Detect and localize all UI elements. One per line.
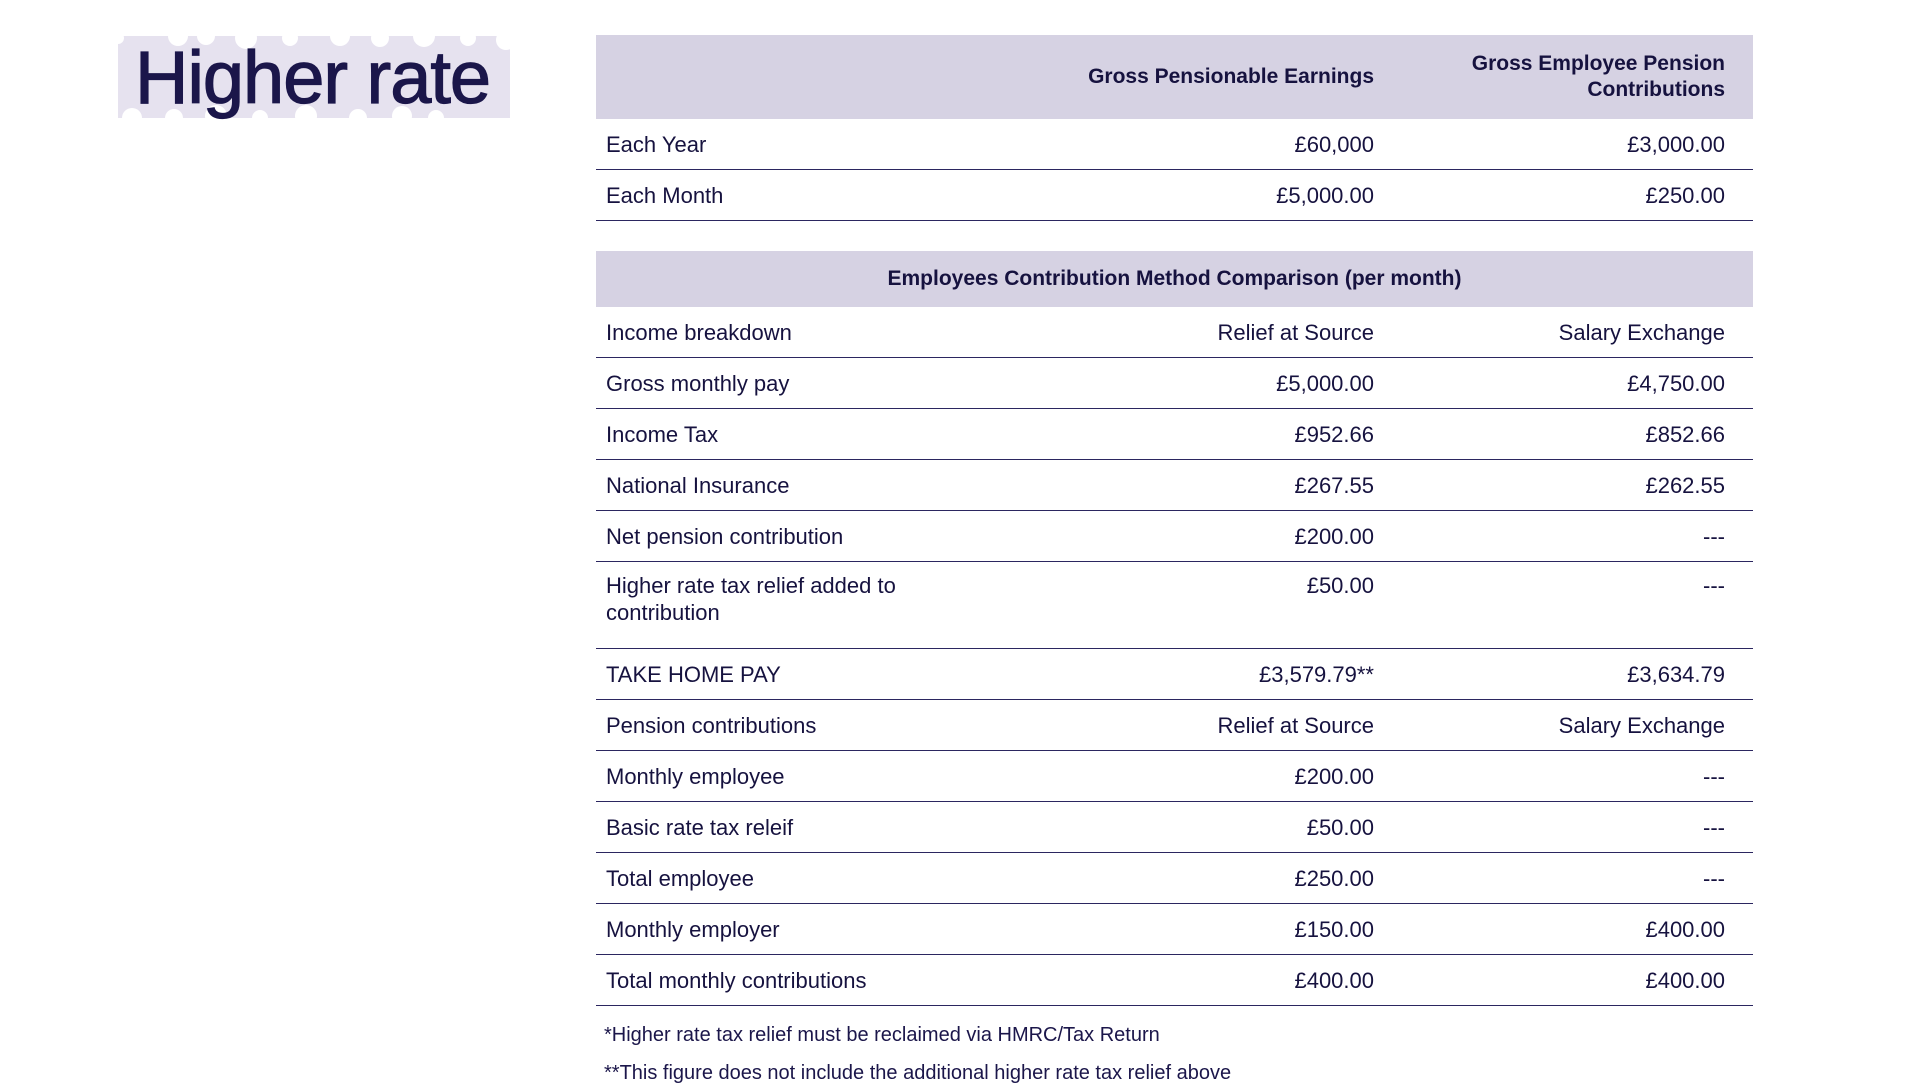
summary-header-empty xyxy=(596,35,1006,119)
cell-value: £50.00 xyxy=(1006,562,1384,649)
cell-value: --- xyxy=(1384,562,1753,649)
column-label: Salary Exchange xyxy=(1384,307,1753,358)
page-title: Higher rate xyxy=(135,36,491,119)
comparison-heading: Employees Contribution Method Comparison (per month) xyxy=(596,251,1753,307)
row-label: Each Year xyxy=(596,119,1006,170)
table-row xyxy=(596,409,1753,460)
cell-value: £150.00 xyxy=(1006,904,1384,955)
cell-value: £5,000.00 xyxy=(1006,170,1384,221)
summary-header-earnings: Gross Pensionable Earnings xyxy=(1006,35,1384,119)
table-row xyxy=(596,358,1753,409)
row-label: Higher rate tax relief added to contribution xyxy=(596,562,1006,649)
comparison-table xyxy=(596,251,1753,1006)
table-row xyxy=(596,307,1753,358)
cell-value: £3,634.79 xyxy=(1384,649,1753,700)
page-title-block xyxy=(118,34,510,118)
cell-value: --- xyxy=(1384,751,1753,802)
cell-value: £400.00 xyxy=(1384,904,1753,955)
row-label: Monthly employee xyxy=(596,751,1006,802)
table-row xyxy=(596,955,1753,1006)
cell-value: £200.00 xyxy=(1006,751,1384,802)
column-label: Salary Exchange xyxy=(1384,700,1753,751)
table-row xyxy=(596,751,1753,802)
pension-tables xyxy=(596,35,1753,1092)
footnote: *Higher rate tax relief must be reclaimed via HMRC/Tax Return xyxy=(604,1024,1160,1046)
cell-value: £3,579.79** xyxy=(1006,649,1384,700)
summary-header-row xyxy=(596,35,1753,119)
table-row xyxy=(596,853,1753,904)
table-row xyxy=(596,562,1753,649)
row-label: TAKE HOME PAY xyxy=(596,649,1006,700)
row-label: Gross monthly pay xyxy=(596,358,1006,409)
table-row xyxy=(596,802,1753,853)
column-label: Relief at Source xyxy=(1006,700,1384,751)
column-label: Relief at Source xyxy=(1006,307,1384,358)
table-row xyxy=(596,700,1753,751)
cell-value: £4,750.00 xyxy=(1384,358,1753,409)
cell-value: £952.66 xyxy=(1006,409,1384,460)
cell-value: £852.66 xyxy=(1384,409,1753,460)
cell-value: £262.55 xyxy=(1384,460,1753,511)
table-row xyxy=(596,170,1753,221)
row-label: National Insurance xyxy=(596,460,1006,511)
row-label: Monthly employer xyxy=(596,904,1006,955)
cell-value: £400.00 xyxy=(1006,955,1384,1006)
cell-value: £60,000 xyxy=(1006,119,1384,170)
row-label: Income Tax xyxy=(596,409,1006,460)
summary-table xyxy=(596,35,1753,221)
footnotes xyxy=(596,1016,1753,1092)
row-label: Net pension contribution xyxy=(596,511,1006,562)
table-row xyxy=(596,904,1753,955)
comparison-header-row xyxy=(596,251,1753,307)
cell-value: £3,000.00 xyxy=(1384,119,1753,170)
summary-header-contributions: Gross Employee Pension Contributions xyxy=(1384,35,1753,119)
row-label: Each Month xyxy=(596,170,1006,221)
row-label: Total monthly contributions xyxy=(596,955,1006,1006)
cell-value: --- xyxy=(1384,853,1753,904)
cell-value: £50.00 xyxy=(1006,802,1384,853)
cell-value: --- xyxy=(1384,511,1753,562)
cell-value: £400.00 xyxy=(1384,955,1753,1006)
table-row xyxy=(596,119,1753,170)
table-row xyxy=(596,649,1753,700)
cell-value: £5,000.00 xyxy=(1006,358,1384,409)
footnote: **This figure does not include the additional higher rate tax relief above xyxy=(604,1062,1232,1084)
row-label: Basic rate tax releif xyxy=(596,802,1006,853)
table-row xyxy=(596,511,1753,562)
row-label: Income breakdown xyxy=(596,307,1006,358)
cell-value: £200.00 xyxy=(1006,511,1384,562)
table-row xyxy=(596,460,1753,511)
row-label: Pension contributions xyxy=(596,700,1006,751)
cell-value: £267.55 xyxy=(1006,460,1384,511)
cell-value: --- xyxy=(1384,802,1753,853)
row-label: Total employee xyxy=(596,853,1006,904)
cell-value: £250.00 xyxy=(1384,170,1753,221)
cell-value: £250.00 xyxy=(1006,853,1384,904)
